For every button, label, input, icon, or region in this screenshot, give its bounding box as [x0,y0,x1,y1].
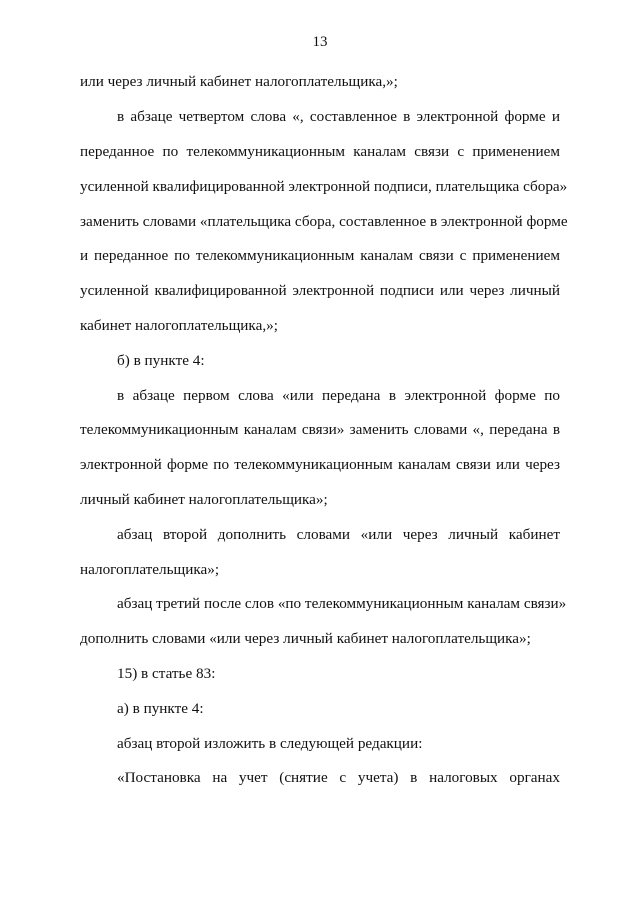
text-line: в абзаце первом слова «или передана в электронной форме по [117,387,560,404]
text-line: и переданное по телекоммуникационным каналам связи с применением [80,247,560,264]
text-line: абзац второй дополнить словами «или через личный кабинет [117,526,560,543]
text-line: электронной форме по телекоммуникационным каналам связи или через [80,456,560,473]
text-line: телекоммуникационным каналам связи» заменить словами «, передана в [80,421,560,438]
text-line: 15) в статье 83: [117,665,216,682]
text-line: а) в пункте 4: [117,700,204,717]
text-line: кабинет налогоплательщика,»; [80,317,278,334]
text-line: «Постановка на учет (снятие с учета) в налоговых органах [117,769,560,786]
text-line: переданное по телекоммуникационным каналам связи с применением [80,143,560,160]
text-line: абзац третий после слов «по телекоммуникационным каналам связи» [117,595,567,612]
text-line: абзац второй изложить в следующей редакции: [117,735,423,752]
text-line: или через личный кабинет налогоплательщика,»; [80,73,398,90]
text-line: налогоплательщика»; [80,561,220,578]
text-line: усиленной квалифицированной электронной подписи, плательщика сбора» [80,178,568,195]
text-line: заменить словами «плательщика сбора, составленное в электронной форме [80,213,568,230]
text-line: дополнить словами «или через личный кабинет налогоплательщика»; [80,630,531,647]
page-number: 13 [312,34,328,50]
text-line: б) в пункте 4: [117,352,205,369]
text-line: усиленной квалифицированной электронной подписи или через личный [80,282,560,299]
text-line: в абзаце четвертом слова «, составленное в электронной форме и [117,108,560,125]
text-line: личный кабинет налогоплательщика»; [80,491,328,508]
